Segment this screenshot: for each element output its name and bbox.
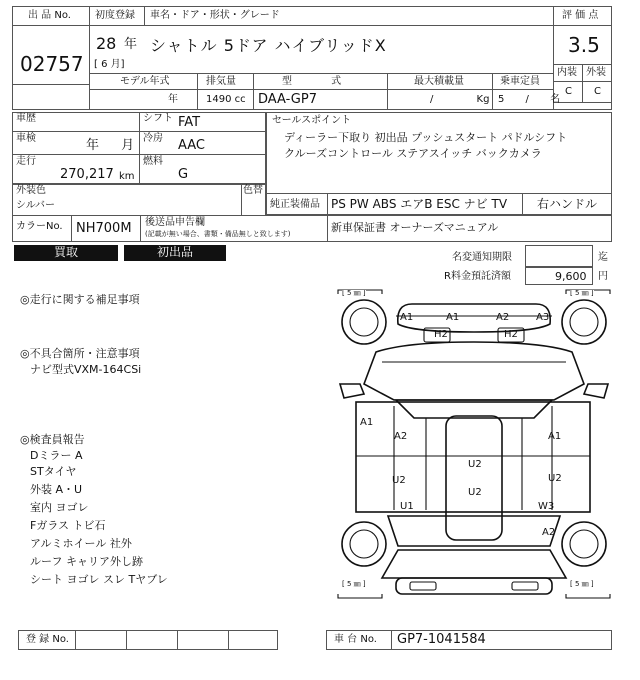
report-line: 室内 ヨゴレ (30, 501, 89, 514)
reg-no-cell-2 (126, 630, 178, 650)
after-label: 後送品申告欄 (145, 217, 205, 228)
damage-mark: U2 (392, 475, 406, 486)
displacement-value: 1490 cc (206, 94, 246, 105)
damage-mark: A2 (496, 312, 510, 323)
ac-value: AAC (178, 138, 205, 153)
sales-point-line1: ディーラー下取り 初出品 プッシュスタート パドルシフト (284, 131, 568, 144)
model-name: シャトル 5ドア ハイブリッドX (150, 36, 387, 55)
history-label: 車歴 (16, 113, 36, 124)
inspection-value: 年 月 (86, 138, 135, 153)
damage-mark: A1 (400, 312, 414, 323)
damage-mark: H2 (434, 329, 448, 340)
max-load-value: / Kg (430, 94, 490, 105)
defect-note-1: ナビ型式VXM-164CSi (30, 363, 142, 376)
lot-no: 02757 (20, 52, 84, 76)
inspector-title: ◎検査員報告 (20, 433, 85, 446)
damage-mark: A2 (542, 527, 556, 538)
displacement-label: 排気量 (206, 76, 236, 87)
color-label: 外装色 (16, 185, 46, 196)
damage-mark: A2 (394, 431, 408, 442)
model-name-label: 車名・ドア・形状・グレード (150, 10, 280, 21)
name-change-unit: 迄 (598, 252, 608, 263)
damage-mark: U2 (548, 473, 562, 484)
report-line: ルーフ キャリア外し跡 (30, 555, 143, 568)
shift-value: FAT (178, 115, 201, 130)
model-year-unit: 年 (168, 94, 178, 105)
damage-mark: U2 (468, 459, 482, 470)
interior-label: 内装 (557, 67, 577, 78)
sales-point-line2: クルーズコントロール ステアスイッチ バックカメラ (284, 147, 542, 160)
reg-month: [ 6 月] (94, 59, 125, 70)
report-line: シート ヨゴレ スレ Tヤブレ (30, 573, 168, 586)
damage-mark: A3 (536, 312, 550, 323)
interior-value: C (565, 86, 572, 97)
grade-value: 3.5 (568, 33, 600, 57)
damage-mark: H2 (504, 329, 518, 340)
model-year-label: モデル年式 (120, 76, 170, 87)
warranty-value: 新車保証書 オーナーズマニュアル (331, 221, 499, 234)
first-listing-flag: 初出品 (124, 245, 226, 261)
damage-mark: A1 (446, 312, 460, 323)
recycle-unit: 円 (598, 271, 608, 282)
chassis-label: 車 台 No. (334, 634, 377, 645)
fuel-label: 燃料 (143, 156, 163, 167)
mileage-unit: km (119, 171, 135, 182)
recycle-value: 9,600 (555, 270, 587, 283)
spec-divider-4 (492, 73, 493, 110)
reg-no-label: 登 録 No. (26, 634, 69, 645)
tire-label-fl: [ 5 ㎜ ] (342, 289, 366, 297)
car-diagram (336, 288, 612, 604)
shift-label: シフト (143, 113, 173, 124)
lot-label: 出 品 No. (28, 10, 71, 21)
capacity-value: 5 / 名 (498, 94, 561, 105)
color-no-value: NH700M (76, 221, 132, 236)
inspection-label: 車検 (16, 133, 36, 144)
steering-value: 右ハンドル (537, 197, 598, 211)
max-load-label: 最大積載量 (414, 76, 464, 87)
report-line: STタイヤ (30, 465, 77, 478)
damage-mark: U1 (400, 501, 414, 512)
drive-notes-title: ◎走行に関する補足事項 (20, 293, 140, 306)
damage-mark: A1 (360, 417, 374, 428)
mileage-label: 走行 (16, 156, 36, 167)
type-label: 型 式 (282, 76, 360, 87)
after-note: (記載が無い場合、書類・備品無しと致します) (145, 230, 291, 238)
name-change-label: 名変通知期限 (452, 252, 512, 263)
damage-mark: A1 (548, 431, 562, 442)
report-line: アルミホイール 社外 (30, 537, 132, 550)
color-no-label: カラーNo. (16, 221, 63, 232)
ac-label: 冷房 (143, 133, 163, 144)
tire-label-rr: [ 5 ㎜ ] (570, 580, 594, 588)
repaint-label: 色替 (243, 185, 263, 196)
reg-year: 28 (96, 34, 117, 53)
color-value: シルバー (16, 200, 56, 211)
name-change-box (525, 245, 593, 267)
report-line: Dミラー A (30, 449, 83, 462)
tire-label-fr: [ 5 ㎜ ] (570, 289, 594, 297)
report-line: Fガラス トビ石 (30, 519, 106, 532)
tire-label-rl: [ 5 ㎜ ] (342, 580, 366, 588)
recycle-label: R料金預託済額 (444, 271, 511, 282)
spec-divider-3 (387, 73, 388, 110)
reg-year-unit: 年 (124, 37, 138, 52)
car-diagram-outline (336, 288, 612, 604)
reg-no-cell-1 (75, 630, 127, 650)
defect-notes-title: ◎不具合箇所・注意事項 (20, 347, 140, 360)
equipment-value: PS PW ABS エアB ESC ナビ TV (331, 197, 508, 211)
first-reg-label: 初度登録 (95, 10, 135, 21)
damage-mark: W3 (538, 501, 555, 512)
reg-no-cell-4 (228, 630, 278, 650)
exterior-value: C (594, 86, 601, 97)
reg-no-cell-3 (177, 630, 229, 650)
buy-flag: 買取 (14, 245, 118, 261)
spec-divider-1 (197, 73, 198, 110)
spec-divider-2 (253, 73, 254, 110)
chassis-value: GP7-1041584 (397, 632, 486, 647)
equipment-label: 純正装備品 (270, 199, 320, 210)
fuel-value: G (178, 167, 189, 182)
grade-label: 評 価 点 (562, 10, 599, 21)
type-value: DAA-GP7 (258, 92, 317, 107)
damage-mark: U2 (468, 487, 482, 498)
report-line: 外装 A・U (30, 483, 83, 496)
mileage-value: 270,217 (60, 167, 114, 182)
sales-point-label: セールスポイント (272, 115, 352, 126)
capacity-label: 乗車定員 (500, 76, 540, 87)
exterior-label: 外装 (586, 67, 606, 78)
